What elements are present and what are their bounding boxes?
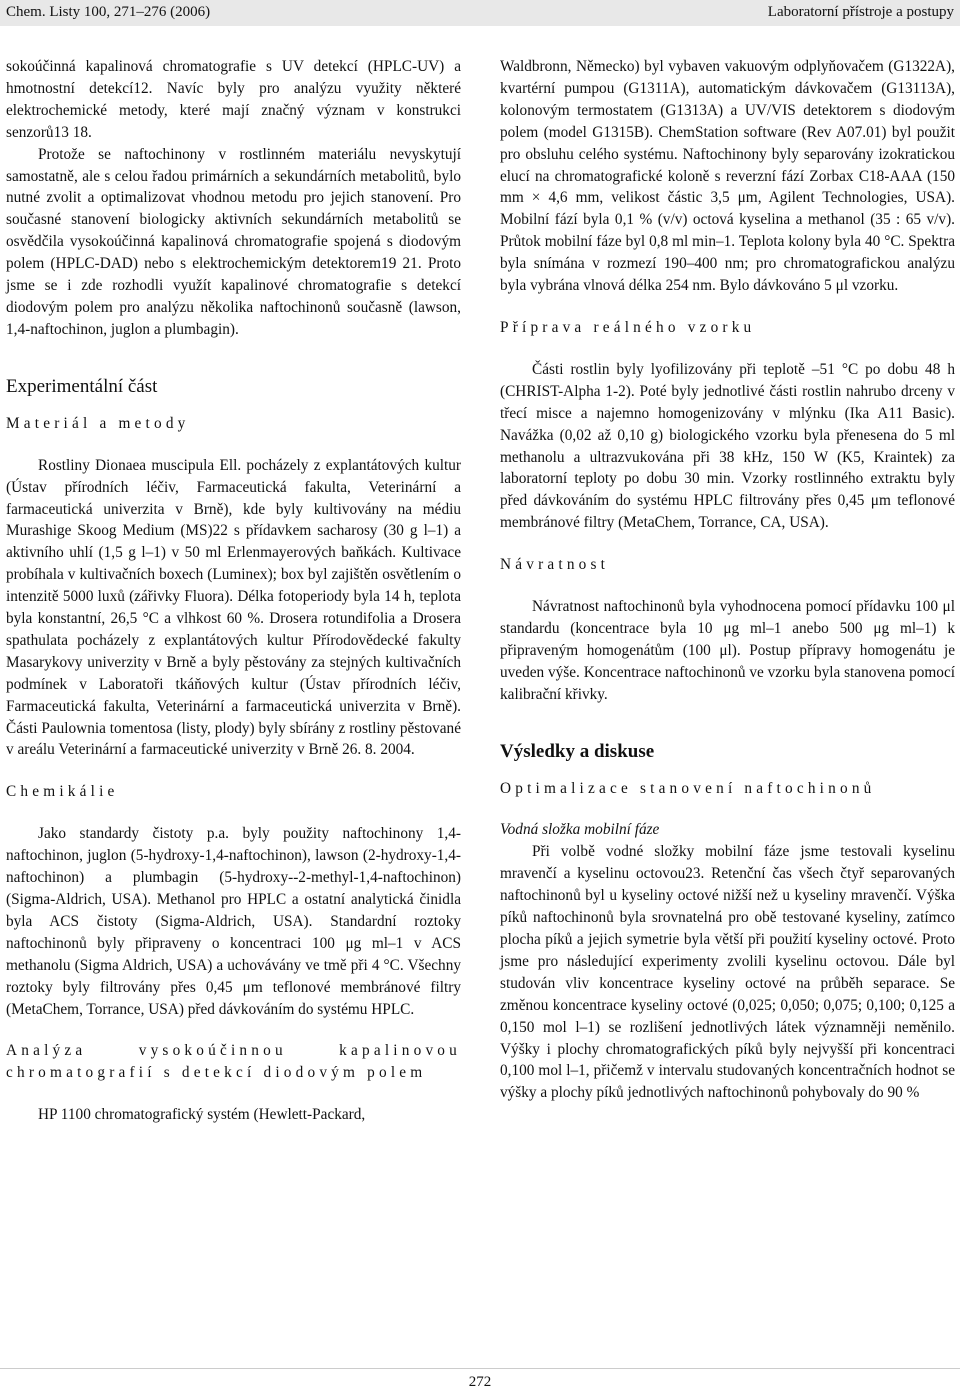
paragraph-intro-2: Protože se naftochinony v rostlinném materiálu nevyskytují samostatně, ale s celou řadou primárních a sekundárních metabolitů, bylo nutné zvolit a optimalizovat vhodnou metodu pro jejich stanovení. Pro současné stanovení biologicky aktivních sekundárních metabolitů se osvědčila vysokoúčinná kapalinová chromatografie spojená s diodovým polem (HPLC-DAD) nebo s elektrochemickým detektorem19 21. Proto jsme se i zde rozhodli využít kapalinové chromatografie s detekcí diodovým polem pro analýzu několika naftochinonů současně (lawson, 1,4-naftochinon, juglon a plumbagin). bbox=[6, 145, 461, 338]
subheading-chemicals: Chemikálie bbox=[6, 783, 119, 801]
page-number: 272 bbox=[468, 1374, 492, 1390]
footer-rule bbox=[0, 1368, 960, 1369]
paragraph-aqueous-phase: Při volbě vodné složky mobilní fáze jsme testovali kyselinu mravenčí a kyselinu octovou23. Retenční čas všech čtyř separovaných naftochinonů byl u kyseliny octové nižší než u kyseliny mravenčí. Výška píků naftochinonů byla srovnatelná pro obě testované kyseliny, zatímco plocha píků a jejich symetrie byla větší při použití kyseliny octové. Proto jsme pro následující experimenty zvolili kyselinu octovou. Dále byl studován vliv koncentrace kyseliny octové na průběh separace. Se změnou koncentrace kyseliny octové (0,025; 0,050; 0,075; 0,100; 0,125 a 0,150 mol l–1) se rozlišení jednotlivých látek významněji neměnilo. Výšky i plochy chromatografických píků byly nejvyšší při koncentraci 0,100 mol l–1, přičemž v intervalu studovaných koncentračních hodnot se výšky a plochy píků jednotlivých naftochinonů pohybovaly do 90 % bbox=[500, 843, 955, 1102]
right-column bbox=[500, 56, 955, 1104]
paragraph-recovery: Návratnost naftochinonů byla vyhodnocena pomocí přídavku 100 μl standardu (koncentrace byla 10 μg ml–1 anebo 500 μg ml–1) k připraveným homogenátům (100 μl). Postup přípravy homogenátu je uveden výše. Koncentrace naftochinonů ve vzorku byla stanovena pomocí kalibrační křivky. bbox=[500, 598, 955, 703]
left-column bbox=[6, 56, 461, 1126]
heading-results: Výsledky a diskuse bbox=[500, 740, 655, 762]
subheading-aqueous-phase: Vodná složka mobilní fáze bbox=[500, 821, 660, 839]
section-name: Laboratorní přístroje a postupy bbox=[767, 4, 954, 20]
paragraph-hplc-continued: Waldbronn, Německo) byl vybaven vakuovým odplyňovačem (G1322A), kvartérní pumpou (G1311A), automatickým dávkovačem (G13113A), kolonovým termostatem (G1313A) a UV/VIS detektorem s diodovým polem (model G1315B). ChemStation software (Rev A07.01) byl použit pro obsluhu celého systému. Naftochinony byly separovány izokratickou elucí na chromatografické koloně s reverzní fází Zorbax C18-AAA (150 mm × 4,6 mm, velikost částic 3,5 μm, Agilent Technologies, USA). Mobilní fází byla 0,1 % (v/v) octová kyselina a methanol (35 : 65 v/v). Průtok mobilní fáze byl 0,8 ml min–1. Teplota kolony byla 40 °C. Spektra byla snímána v rozmezí 190–400 nm; pro chromatografickou analýzu byla vybrána vlnová délka 254 nm. Bylo dávkováno 5 μl vzorku. bbox=[500, 58, 955, 295]
paragraph-sample-prep: Části rostlin byly lyofilizovány při teplotě –51 °C po dobu 48 h (CHRIST-Alpha 1-2). Poté byly jednotlivé části rostlin nahrubo drceny v třecí misce a najemno homogenizovány v mlýnku (Ika A11 Basic). Navážka (0,02 až 0,10 g) biologického vzorku byla přenesena do 5 ml methanolu a ultrazvukována při 38 kHz, 150 W (K5, Kraintek) za laboratorní teploty po dobu 30 min. Vzorky rostlinného extraktu byly před dávkováním do systému HPLC filtrovány přes 0,45 μm teflonové membránové filtry (MetaChem, Torrance, CA, USA). bbox=[500, 360, 955, 532]
subheading-materials: Materiál a metody bbox=[6, 414, 190, 432]
journal-citation: Chem. Listy 100, 271–276 (2006) bbox=[6, 4, 211, 20]
subheading-recovery: Návratnost bbox=[500, 556, 610, 574]
paragraph-chemicals: Jako standardy čistoty p.a. byly použity naftochinony 1,4-naftochinon, juglon (5-hydroxy-1,4-naftochinon), lawson (2-hydroxy-1,4-naftochinon) a plumbagin (5-hydroxy--2-methyl-1,4-naftochinon) (Sigma-Aldrich, USA). Methanol pro HPLC a ostatní analytická činidla byla ACS čistoty (Sigma-Aldrich, USA). Standardní roztoky naftochinonů byly připraveny o koncentraci 100 μg ml–1 v ACS methanolu (Sigma Aldrich, USA) a uchovávány ve tmě při 4 °C. Všechny roztoky byly filtrovány přes 0,45 μm teflonové membránové filtry (MetaChem, Torrance, USA) před dávkováním do systému HPLC. bbox=[6, 825, 461, 1018]
running-header bbox=[0, 0, 960, 26]
paragraph-intro-continued: sokoúčinná kapalinová chromatografie s UV detekcí (HPLC-UV) a hmotnostní detekcí12. Navíc byly pro analýzu využity některé elektrochemické metody, které mají značný význam v konstrukci senzorů13 18. bbox=[6, 58, 461, 141]
subheading-optimization: Optimalizace stanovení naftochinonů bbox=[500, 779, 876, 797]
heading-experimental: Experimentální část bbox=[6, 375, 158, 397]
paragraph-hplc-start: HP 1100 chromatografický systém (Hewlett-Packard, bbox=[38, 1106, 366, 1124]
subheading-hplc: Analýza vysokoúčinnou kapalinovou chromatografií s detekcí diodovým polem bbox=[6, 1042, 461, 1082]
subheading-sample-prep: Příprava reálného vzorku bbox=[500, 318, 756, 336]
paragraph-plants: Rostliny Dionaea muscipula Ell. pocházely z explantátových kultur (Ústav přírodních léčiv, Farmaceutická fakulta, Veterinární a farmaceutická univerzita v Brně), kde byly kultivovány na médiu Murashige Skoog Medium (MS)22 s přídavkem sacharosy (30 g l–1) a aktivního uhlí (1,5 g l–1) v 50 ml Erlenmayerových baňkách. Kultivace probíhala v kultivačních boxech (Luminex); box byl zajištěn osvětlením o intenzitě 5000 luxů (zářivky Fluora). Délka fotoperiody byla 14 h, teplota byla konstantní, 26,5 °C a vlhkost 60 %. Drosera rotundifolia a Drosera spathulata pocházely z explantátových kultur Přírodovědecké fakulty Masarykovy univerzity v Brně a byly pěstovány za stejných kultivačních podmínek v Laboratoři tkáňových kultur (Ústav přírodních léčiv, Farmaceutická fakulta, Veterinární a farmaceutická univerzita v Brně). Části Paulownia tomentosa (listy, plody) byly sbírány z rostliny pěstované v areálu Veterinární a farmaceutické univerzity v Brně 26. 8. 2004. bbox=[6, 456, 461, 759]
